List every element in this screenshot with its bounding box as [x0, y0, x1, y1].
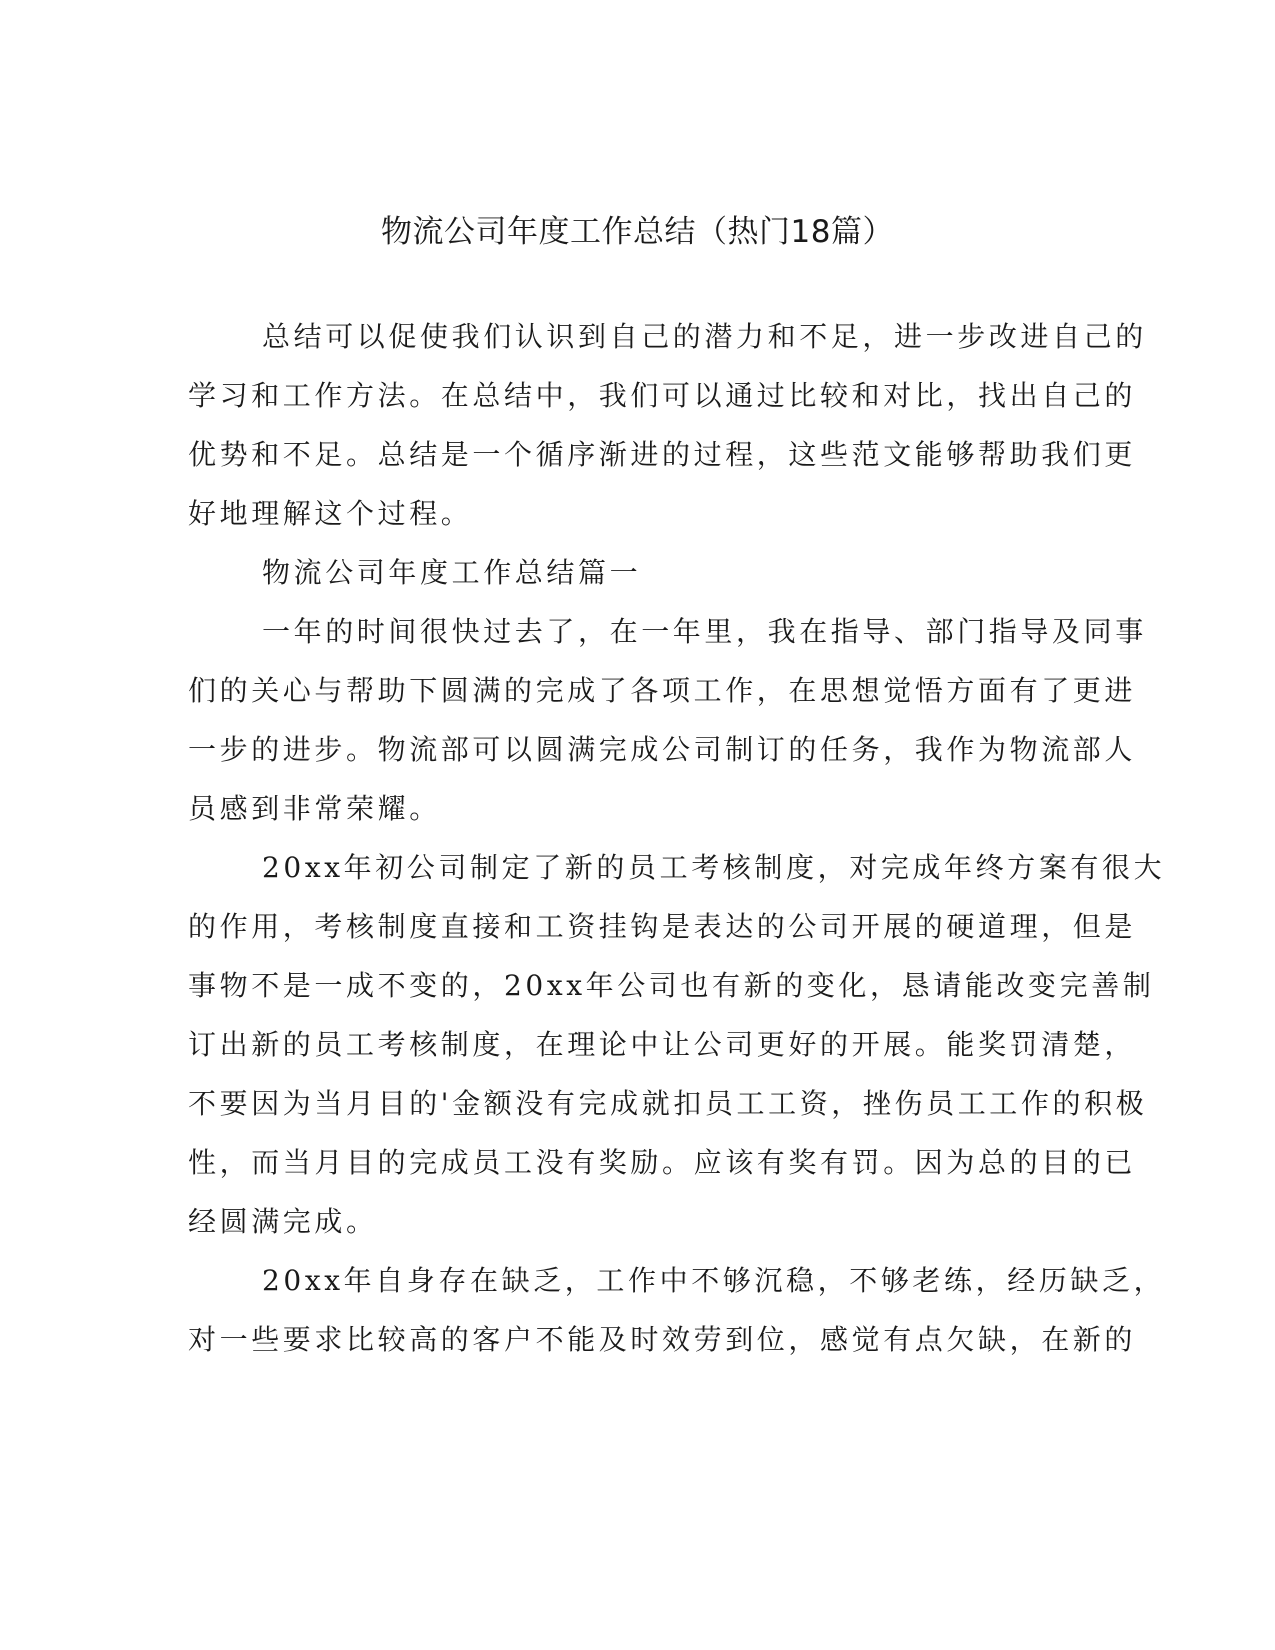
paragraph-line: 好地理解这个过程。	[188, 497, 473, 530]
paragraph-line: 学习和工作方法。在总结中，我们可以通过比较和对比，找出自己的	[188, 379, 1137, 412]
document-title: 物流公司年度工作总结（热门18篇）	[381, 214, 894, 250]
paragraph-line: 20xx年初公司制定了新的员工考核制度，对完成年终方案有很大	[262, 851, 1166, 884]
paragraph-line: 优势和不足。总结是一个循序渐进的过程，这些范文能够帮助我们更	[188, 438, 1137, 471]
paragraph-line: 对一些要求比较高的客户不能及时效劳到位，感觉有点欠缺，在新的	[188, 1323, 1137, 1356]
paragraph-line: 性，而当月目的完成员工没有奖励。应该有奖有罚。因为总的目的已	[188, 1146, 1137, 1179]
section-heading: 物流公司年度工作总结篇一	[262, 556, 642, 589]
paragraph-line: 一步的进步。物流部可以圆满完成公司制订的任务，我作为物流部人	[188, 733, 1137, 766]
paragraph-line: 订出新的员工考核制度，在理论中让公司更好的开展。能奖罚清楚，	[188, 1028, 1137, 1061]
paragraph-line: 20xx年自身存在缺乏，工作中不够沉稳，不够老练，经历缺乏，	[262, 1264, 1166, 1297]
paragraph-line: 们的关心与帮助下圆满的完成了各项工作，在思想觉悟方面有了更进	[188, 674, 1137, 707]
paragraph-line: 的作用，考核制度直接和工资挂钩是表达的公司开展的硬道理，但是	[188, 910, 1137, 943]
paragraph-line: 事物不是一成不变的，20xx年公司也有新的变化，恳请能改变完善制	[188, 969, 1155, 1002]
paragraph-line: 总结可以促使我们认识到自己的潜力和不足，进一步改进自己的	[262, 320, 1147, 353]
paragraph-line: 一年的时间很快过去了，在一年里，我在指导、部门指导及同事	[262, 615, 1147, 648]
paragraph-line: 不要因为当月目的'金额没有完成就扣员工工资，挫伤员工工作的积极	[188, 1087, 1148, 1120]
paragraph-line: 经圆满完成。	[188, 1205, 378, 1238]
paragraph-line: 员感到非常荣耀。	[188, 792, 441, 825]
